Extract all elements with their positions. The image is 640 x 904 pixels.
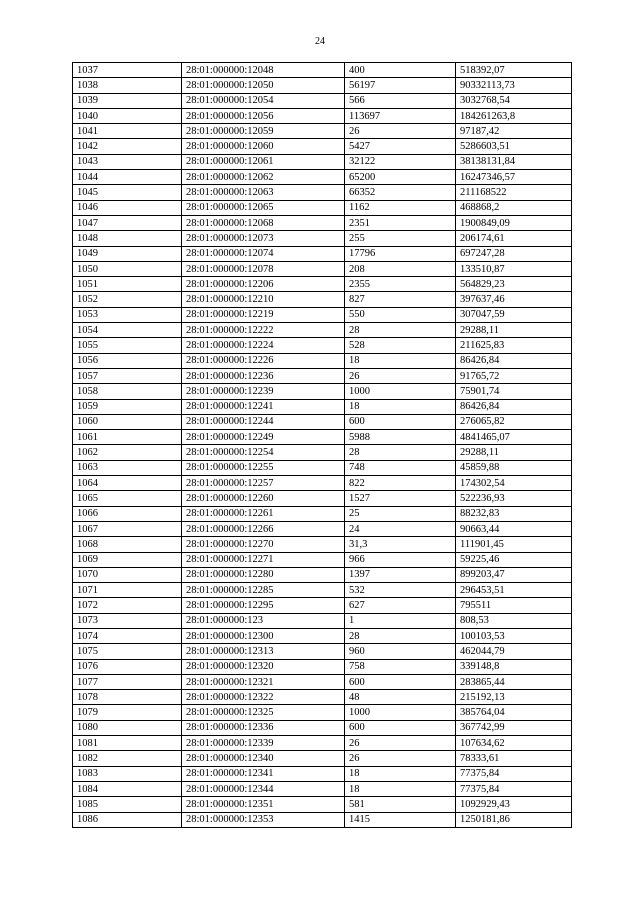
table-row (73, 781, 572, 796)
area-cell: 1162 (345, 200, 456, 215)
cadastral-value-cell: 133510,87 (456, 261, 572, 276)
page-number: 24 (315, 36, 325, 47)
table-row (73, 766, 572, 781)
table-row (73, 812, 572, 827)
table-row (73, 353, 572, 368)
table-row (73, 78, 572, 93)
area-cell: 28 (345, 628, 456, 643)
cadastral-number-cell: 28:01:000000:12353 (182, 812, 345, 827)
table-row (73, 476, 572, 491)
cadastral-value-cell: 1250181,86 (456, 812, 572, 827)
cadastral-number-cell: 28:01:000000:12255 (182, 460, 345, 475)
cadastral-number-cell: 28:01:000000:12300 (182, 628, 345, 643)
area-cell: 25 (345, 506, 456, 521)
table-row (73, 414, 572, 429)
cadastral-number-cell: 28:01:000000:12056 (182, 108, 345, 123)
table-row (73, 445, 572, 460)
area-cell: 1000 (345, 705, 456, 720)
area-cell: 66352 (345, 185, 456, 200)
cadastral-number-cell: 28:01:000000:12226 (182, 353, 345, 368)
row-number-cell: 1081 (73, 736, 182, 751)
cadastral-number-cell: 28:01:000000:12271 (182, 552, 345, 567)
area-cell: 18 (345, 399, 456, 414)
row-number-cell: 1045 (73, 185, 182, 200)
cadastral-value-cell: 307047,59 (456, 307, 572, 322)
table-row (73, 215, 572, 230)
area-cell: 822 (345, 476, 456, 491)
cadastral-value-cell: 45859,88 (456, 460, 572, 475)
table-row (73, 521, 572, 536)
cadastral-number-cell: 28:01:000000:12285 (182, 583, 345, 598)
table-row (73, 552, 572, 567)
row-number-cell: 1040 (73, 108, 182, 123)
area-cell: 18 (345, 766, 456, 781)
row-number-cell: 1073 (73, 613, 182, 628)
cadastral-number-cell: 28:01:000000:12260 (182, 491, 345, 506)
area-cell: 113697 (345, 108, 456, 123)
cadastral-value-cell: 107634,62 (456, 736, 572, 751)
cadastral-value-cell: 1092929,43 (456, 797, 572, 812)
area-cell: 2351 (345, 215, 456, 230)
area-cell: 966 (345, 552, 456, 567)
cadastral-value-cell: 38138131,84 (456, 154, 572, 169)
cadastral-value-cell: 77375,84 (456, 781, 572, 796)
row-number-cell: 1044 (73, 170, 182, 185)
table-row (73, 93, 572, 108)
cadastral-value-cell: 296453,51 (456, 583, 572, 598)
cadastral-number-cell: 28:01:000000:12239 (182, 384, 345, 399)
cadastral-number-cell: 28:01:000000:12073 (182, 231, 345, 246)
row-number-cell: 1083 (73, 766, 182, 781)
cadastral-value-cell: 5286603,51 (456, 139, 572, 154)
cadastral-number-cell: 28:01:000000:12339 (182, 736, 345, 751)
table-row (73, 674, 572, 689)
row-number-cell: 1080 (73, 720, 182, 735)
cadastral-number-cell: 28:01:000000:12063 (182, 185, 345, 200)
cadastral-number-cell: 28:01:000000:12074 (182, 246, 345, 261)
row-number-cell: 1055 (73, 338, 182, 353)
table-row (73, 124, 572, 139)
table-row (73, 659, 572, 674)
table-row (73, 231, 572, 246)
area-cell: 550 (345, 307, 456, 322)
cadastral-value-cell: 339148,8 (456, 659, 572, 674)
area-cell: 18 (345, 781, 456, 796)
cadastral-number-cell: 28:01:000000:12224 (182, 338, 345, 353)
cadastral-number-cell: 28:01:000000:12050 (182, 78, 345, 93)
cadastral-value-cell: 29288,11 (456, 445, 572, 460)
row-number-cell: 1060 (73, 414, 182, 429)
cadastral-number-cell: 28:01:000000:12236 (182, 368, 345, 383)
cadastral-value-cell: 276065,82 (456, 414, 572, 429)
area-cell: 1527 (345, 491, 456, 506)
cadastral-number-cell: 28:01:000000:12062 (182, 170, 345, 185)
cadastral-value-cell: 100103,53 (456, 628, 572, 643)
cadastral-number-cell: 28:01:000000:12210 (182, 292, 345, 307)
area-cell: 5427 (345, 139, 456, 154)
row-number-cell: 1069 (73, 552, 182, 567)
row-number-cell: 1048 (73, 231, 182, 246)
row-number-cell: 1057 (73, 368, 182, 383)
cadastral-value-cell: 77375,84 (456, 766, 572, 781)
cadastral-value-cell: 211625,83 (456, 338, 572, 353)
row-number-cell: 1079 (73, 705, 182, 720)
area-cell: 24 (345, 521, 456, 536)
cadastral-value-cell: 4841465,07 (456, 430, 572, 445)
cadastral-value-cell: 468868,2 (456, 200, 572, 215)
cadastral-number-cell: 28:01:000000:12341 (182, 766, 345, 781)
cadastral-value-cell: 385764,04 (456, 705, 572, 720)
cadastral-value-cell: 174302,54 (456, 476, 572, 491)
table-row (73, 63, 572, 78)
row-number-cell: 1074 (73, 628, 182, 643)
cadastral-number-cell: 28:01:000000:12322 (182, 690, 345, 705)
cadastral-number-cell: 28:01:000000:12344 (182, 781, 345, 796)
table-row (73, 246, 572, 261)
area-cell: 528 (345, 338, 456, 353)
area-cell: 65200 (345, 170, 456, 185)
area-cell: 255 (345, 231, 456, 246)
cadastral-number-cell: 28:01:000000:12241 (182, 399, 345, 414)
cadastral-value-cell: 518392,07 (456, 63, 572, 78)
cadastral-number-cell: 28:01:000000:12270 (182, 537, 345, 552)
row-number-cell: 1050 (73, 261, 182, 276)
row-number-cell: 1041 (73, 124, 182, 139)
row-number-cell: 1084 (73, 781, 182, 796)
area-cell: 26 (345, 736, 456, 751)
table-row (73, 277, 572, 292)
table-row (73, 323, 572, 338)
cadastral-value-cell: 283865,44 (456, 674, 572, 689)
cadastral-number-cell: 28:01:000000:12254 (182, 445, 345, 460)
table-row (73, 338, 572, 353)
table-row (73, 154, 572, 169)
cadastral-number-cell: 28:01:000000:12222 (182, 323, 345, 338)
land-parcel-table (72, 62, 572, 828)
area-cell: 1 (345, 613, 456, 628)
area-cell: 56197 (345, 78, 456, 93)
cadastral-number-cell: 28:01:000000:12219 (182, 307, 345, 322)
row-number-cell: 1042 (73, 139, 182, 154)
cadastral-value-cell: 697247,28 (456, 246, 572, 261)
cadastral-number-cell: 28:01:000000:12206 (182, 277, 345, 292)
table-row (73, 368, 572, 383)
cadastral-value-cell: 29288,11 (456, 323, 572, 338)
row-number-cell: 1078 (73, 690, 182, 705)
row-number-cell: 1051 (73, 277, 182, 292)
table-row (73, 567, 572, 582)
row-number-cell: 1075 (73, 644, 182, 659)
cadastral-value-cell: 90332113,73 (456, 78, 572, 93)
row-number-cell: 1039 (73, 93, 182, 108)
area-cell: 1397 (345, 567, 456, 582)
row-number-cell: 1070 (73, 567, 182, 582)
cadastral-value-cell: 899203,47 (456, 567, 572, 582)
area-cell: 748 (345, 460, 456, 475)
cadastral-value-cell: 462044,79 (456, 644, 572, 659)
table-row (73, 491, 572, 506)
row-number-cell: 1061 (73, 430, 182, 445)
row-number-cell: 1085 (73, 797, 182, 812)
cadastral-number-cell: 28:01:000000:12257 (182, 476, 345, 491)
table-row (73, 537, 572, 552)
row-number-cell: 1065 (73, 491, 182, 506)
area-cell: 627 (345, 598, 456, 613)
table-row (73, 384, 572, 399)
cadastral-number-cell: 28:01:000000:12068 (182, 215, 345, 230)
area-cell: 32122 (345, 154, 456, 169)
cadastral-value-cell: 1900849,09 (456, 215, 572, 230)
cadastral-number-cell: 28:01:000000:12325 (182, 705, 345, 720)
row-number-cell: 1077 (73, 674, 182, 689)
table-row (73, 139, 572, 154)
cadastral-value-cell: 75901,74 (456, 384, 572, 399)
cadastral-number-cell: 28:01:000000:12261 (182, 506, 345, 521)
table-row (73, 705, 572, 720)
area-cell: 827 (345, 292, 456, 307)
cadastral-number-cell: 28:01:000000:12249 (182, 430, 345, 445)
table-body (73, 63, 572, 828)
cadastral-value-cell: 97187,42 (456, 124, 572, 139)
cadastral-value-cell: 86426,84 (456, 399, 572, 414)
row-number-cell: 1072 (73, 598, 182, 613)
cadastral-number-cell: 28:01:000000:12065 (182, 200, 345, 215)
area-cell: 2355 (345, 277, 456, 292)
row-number-cell: 1066 (73, 506, 182, 521)
cadastral-number-cell: 28:01:000000:12266 (182, 521, 345, 536)
row-number-cell: 1037 (73, 63, 182, 78)
cadastral-number-cell: 28:01:000000:12054 (182, 93, 345, 108)
row-number-cell: 1043 (73, 154, 182, 169)
cadastral-number-cell: 28:01:000000:12313 (182, 644, 345, 659)
table-row (73, 751, 572, 766)
table-row (73, 307, 572, 322)
cadastral-value-cell: 397637,46 (456, 292, 572, 307)
area-cell: 18 (345, 353, 456, 368)
cadastral-number-cell: 28:01:000000:12351 (182, 797, 345, 812)
table-row (73, 690, 572, 705)
cadastral-value-cell: 78333,61 (456, 751, 572, 766)
row-number-cell: 1063 (73, 460, 182, 475)
table-row (73, 628, 572, 643)
cadastral-number-cell: 28:01:000000:12295 (182, 598, 345, 613)
area-cell: 1000 (345, 384, 456, 399)
table-row (73, 736, 572, 751)
area-cell: 26 (345, 368, 456, 383)
area-cell: 28 (345, 323, 456, 338)
cadastral-number-cell: 28:01:000000:12320 (182, 659, 345, 674)
cadastral-number-cell: 28:01:000000:12336 (182, 720, 345, 735)
table-row (73, 399, 572, 414)
row-number-cell: 1086 (73, 812, 182, 827)
area-cell: 532 (345, 583, 456, 598)
row-number-cell: 1082 (73, 751, 182, 766)
area-cell: 400 (345, 63, 456, 78)
cadastral-value-cell: 59225,46 (456, 552, 572, 567)
cadastral-number-cell: 28:01:000000:12048 (182, 63, 345, 78)
cadastral-value-cell: 91765,72 (456, 368, 572, 383)
table-row (73, 720, 572, 735)
table-row (73, 797, 572, 812)
table-row (73, 170, 572, 185)
area-cell: 960 (345, 644, 456, 659)
cadastral-number-cell: 28:01:000000:12059 (182, 124, 345, 139)
area-cell: 600 (345, 720, 456, 735)
table-row (73, 108, 572, 123)
row-number-cell: 1067 (73, 521, 182, 536)
area-cell: 28 (345, 445, 456, 460)
cadastral-number-cell: 28:01:000000:12244 (182, 414, 345, 429)
table-row (73, 644, 572, 659)
area-cell: 600 (345, 414, 456, 429)
table-row (73, 613, 572, 628)
row-number-cell: 1062 (73, 445, 182, 460)
cadastral-value-cell: 808,53 (456, 613, 572, 628)
cadastral-value-cell: 88232,83 (456, 506, 572, 521)
cadastral-value-cell: 215192,13 (456, 690, 572, 705)
area-cell: 26 (345, 124, 456, 139)
row-number-cell: 1071 (73, 583, 182, 598)
row-number-cell: 1076 (73, 659, 182, 674)
row-number-cell: 1058 (73, 384, 182, 399)
cadastral-value-cell: 564829,23 (456, 277, 572, 292)
row-number-cell: 1056 (73, 353, 182, 368)
row-number-cell: 1059 (73, 399, 182, 414)
cadastral-value-cell: 90663,44 (456, 521, 572, 536)
table-row (73, 292, 572, 307)
area-cell: 5988 (345, 430, 456, 445)
row-number-cell: 1052 (73, 292, 182, 307)
area-cell: 208 (345, 261, 456, 276)
cadastral-number-cell: 28:01:000000:12280 (182, 567, 345, 582)
area-cell: 48 (345, 690, 456, 705)
table-row (73, 185, 572, 200)
cadastral-value-cell: 367742,99 (456, 720, 572, 735)
area-cell: 26 (345, 751, 456, 766)
row-number-cell: 1068 (73, 537, 182, 552)
cadastral-value-cell: 206174,61 (456, 231, 572, 246)
cadastral-value-cell: 795511 (456, 598, 572, 613)
row-number-cell: 1038 (73, 78, 182, 93)
cadastral-number-cell: 28:01:000000:12061 (182, 154, 345, 169)
area-cell: 1415 (345, 812, 456, 827)
area-cell: 566 (345, 93, 456, 108)
row-number-cell: 1049 (73, 246, 182, 261)
cadastral-number-cell: 28:01:000000:12078 (182, 261, 345, 276)
row-number-cell: 1053 (73, 307, 182, 322)
cadastral-value-cell: 184261263,8 (456, 108, 572, 123)
row-number-cell: 1046 (73, 200, 182, 215)
area-cell: 581 (345, 797, 456, 812)
area-cell: 758 (345, 659, 456, 674)
cadastral-value-cell: 211168522 (456, 185, 572, 200)
row-number-cell: 1064 (73, 476, 182, 491)
cadastral-number-cell: 28:01:000000:123 (182, 613, 345, 628)
table-row (73, 261, 572, 276)
cadastral-value-cell: 16247346,57 (456, 170, 572, 185)
cadastral-number-cell: 28:01:000000:12340 (182, 751, 345, 766)
row-number-cell: 1054 (73, 323, 182, 338)
table-row (73, 430, 572, 445)
area-cell: 17796 (345, 246, 456, 261)
cadastral-value-cell: 86426,84 (456, 353, 572, 368)
cadastral-value-cell: 111901,45 (456, 537, 572, 552)
cadastral-value-cell: 522236,93 (456, 491, 572, 506)
cadastral-number-cell: 28:01:000000:12321 (182, 674, 345, 689)
area-cell: 31,3 (345, 537, 456, 552)
table-row (73, 200, 572, 215)
row-number-cell: 1047 (73, 215, 182, 230)
table-row (73, 583, 572, 598)
table-row (73, 506, 572, 521)
cadastral-value-cell: 3032768,54 (456, 93, 572, 108)
table-row (73, 460, 572, 475)
table-row (73, 598, 572, 613)
area-cell: 600 (345, 674, 456, 689)
cadastral-number-cell: 28:01:000000:12060 (182, 139, 345, 154)
